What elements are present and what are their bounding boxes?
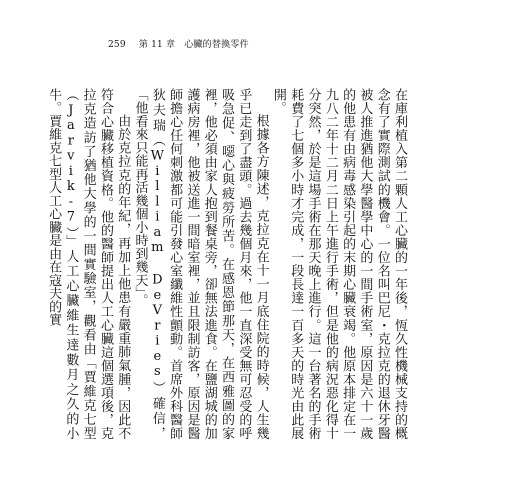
- paragraph: 根據各方陳述，克拉克在十一月底住院的時候，人生幾乎已走到了盡頭。過去幾個月來，他一直深受無可忍受的呼吸急促、噁心與疲勞所苦。在感恩節那天，在西雅圖的家裡，他必須由家人抱到餐桌旁，卻無法進食。在鹽湖城的加護病房裡，他被送進一間暗室裡，並且限制訪客，原因是醫師擔心任何刺激都可能引發心室纖維性顫動。首席外科醫師狄夫瑞（William DeVries）確信，「他看來只能再活幾個小時到幾天」。: [132, 88, 269, 440]
- body-text: [46, 88, 408, 440]
- paragraph: 由於克拉克的年紀，再加上他患有嚴重肺氣腫，因此不符合心臟移植資格。他的醫師提出人工心臟這個選項後，克拉克造訪了猶他大學的一間實驗室，觀看由「賈維克七型（Jarvik-7）」人工心臟維生達數月之久的小牛。賈維克七型人工心臟是由在寇夫的實: [46, 88, 131, 440]
- page-number: 259: [108, 40, 126, 50]
- chapter-label: 第 11 章: [138, 40, 176, 50]
- running-header: [108, 37, 249, 50]
- paragraph: 在庫利植入第二顆人工心臟的一年後，恆久性機械支持的概念有了實際測試的機會。一位名叫巴尼・克拉克的退休牙醫被人推進猶他大學醫學中心的一間手術室，原因是六十一歲的他患有由病毒感染引起的末期心臟衰竭。他原本排定在一九八二年十二月二日上午進行手術，但是他的病況惡化得十分突然，於是這場手術在那天晚上進行。這一台著名的手術耗費了七個多小時才完成，一段長達一百多天的時光由此展開。: [270, 88, 407, 440]
- chapter-title: 心臟的替換零件: [184, 40, 249, 50]
